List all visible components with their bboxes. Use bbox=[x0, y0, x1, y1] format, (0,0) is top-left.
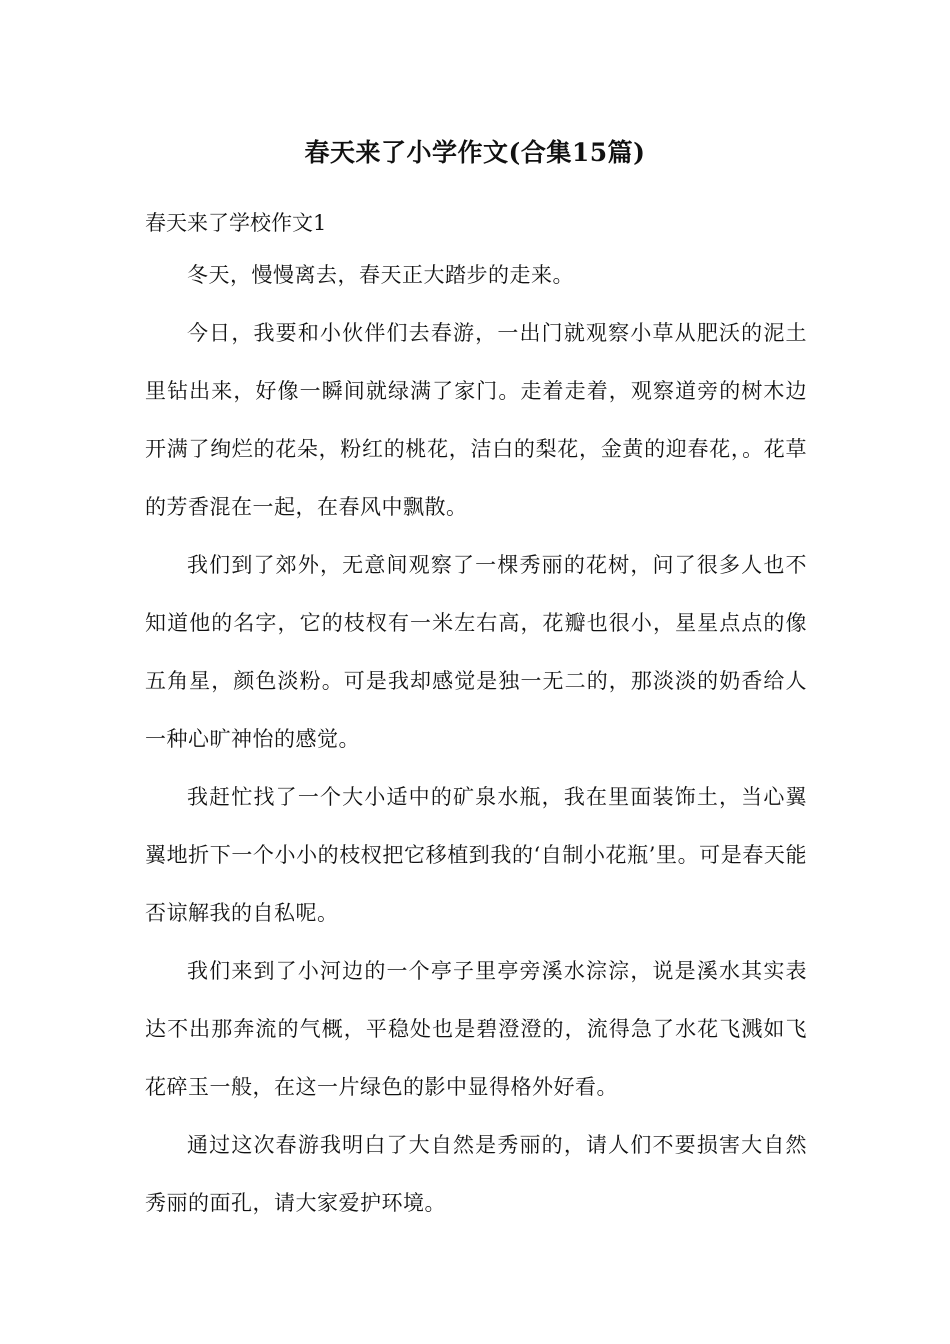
paragraph: 我们到了郊外，无意间观察了一棵秀丽的花树，问了很多人也不知道他的名字，它的枝杈有一米左右高，花瓣也很小，星星点点的像五角星，颜色淡粉。可是我却感觉是独一无二的，那淡淡的奶香给人一种心旷神怡的感觉。 bbox=[145, 553, 807, 751]
essay-body bbox=[145, 246, 807, 1232]
section-heading: 春天来了学校作文1 bbox=[145, 211, 327, 235]
paragraph: 我们来到了小河边的一个亭子里亭旁溪水淙淙，说是溪水其实表达不出那奔流的气概，平稳处也是碧澄澄的，流得急了水花飞溅如飞花碎玉一般，在这一片绿色的影中显得格外好看。 bbox=[145, 959, 807, 1099]
paragraph: 冬天，慢慢离去，春天正大踏步的走来。 bbox=[187, 263, 574, 287]
paragraph: 我赶忙找了一个大小适中的矿泉水瓶，我在里面装饰土，当心翼翼地折下一个小小的枝杈把它移植到我的‘自制小花瓶’里。可是春天能否谅解我的自私呢。 bbox=[145, 785, 807, 925]
paragraph: 通过这次春游我明白了大自然是秀丽的，请人们不要损害大自然秀丽的面孔，请大家爱护环境。 bbox=[145, 1133, 807, 1215]
paragraph: 今日，我要和小伙伴们去春游，一出门就观察小草从肥沃的泥土里钻出来，好像一瞬间就绿满了家门。走着走着，观察道旁的树木边开满了绚烂的花朵，粉红的桃花，洁白的梨花，金黄的迎春花，。花草的芳香混在一起，在春风中飘散。 bbox=[145, 321, 807, 519]
document-title: 春天来了小学作文(合集15篇) bbox=[304, 138, 646, 167]
